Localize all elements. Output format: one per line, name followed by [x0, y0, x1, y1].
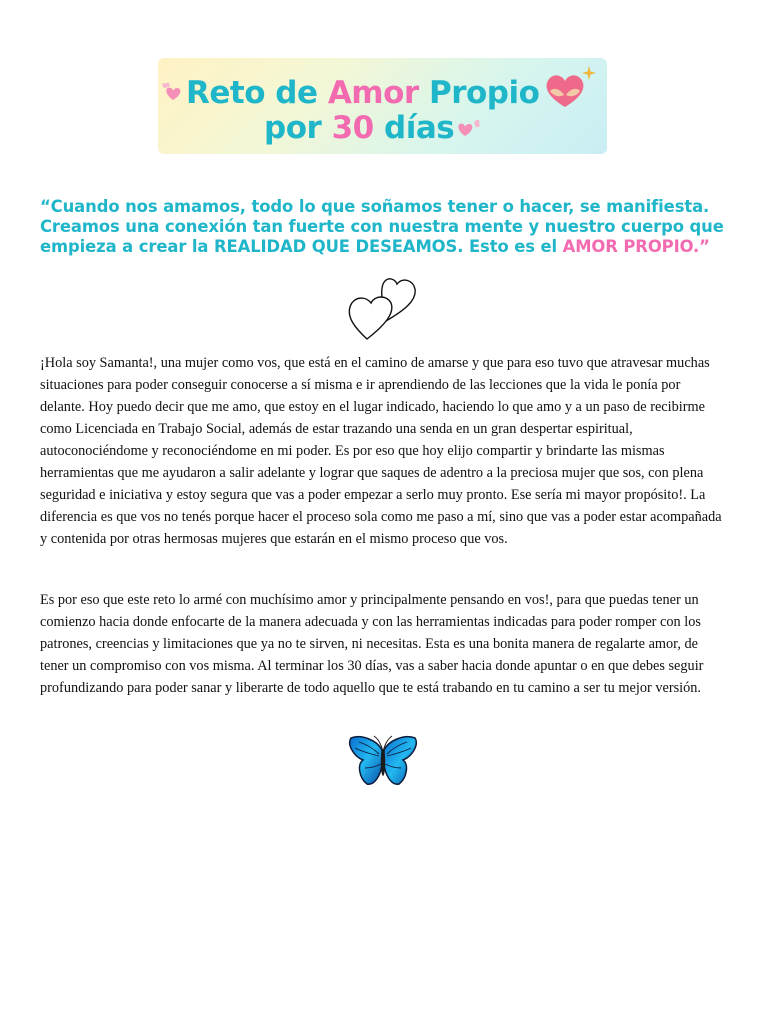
blue-butterfly-icon: [347, 734, 419, 790]
purpose-paragraph: Es por eso que este reto lo armé con muchísimo amor y principalmente pensando en vos!, para que puedas tener un comienzo hacia donde enfocarte de la manera adecuada y con las herramientas indicadas para poder romper con los patrones, creencias y limitaciones que ya no te sirven, ni necesitas. Esta es una bonita manera de regalarte amor, de tener un compromiso con vos misma. Al terminar los 30 días, vas a saber hacia donde apuntar o en que debes seguir profundizando para poder sanar y liberarte de todo aquello que te está trabando en tu camino a ser tu mejor versión.: [40, 592, 704, 696]
title-line-2: por 30 días: [264, 110, 455, 146]
quote-text: “Cuando nos amamos, todo lo que soñamos tener o hacer, se manifiesta. Creamos una conexión tan fuerte con nuestra mente y nuestro cuerpo que empieza a crear la REALIDAD QUE DESEAMOS. Esto es el AMOR PROPIO.”: [40, 197, 724, 256]
double-heart-outline-icon: [345, 275, 421, 341]
winged-heart-icon: [160, 80, 186, 102]
sparkle-icon: [582, 66, 596, 80]
winged-heart-icon: [452, 116, 482, 138]
intro-paragraph: ¡Hola soy Samanta!, una mujer como vos, que está en el camino de amarse y que para eso tuvo que atravesar muchas situaciones para poder conseguir conocerse a sí misma e ir aprendiendo de las lecciones que la vida le ponía por delante. Hoy puedo decir que me amo, que estoy en el lugar indicado, haciendo lo que amo y a un paso de recibirme como Licenciada en Trabajo Social, además de estar trazando una senda en un gran despertar espiritual, autoconociéndome y reconociéndome en mi poder. Es por eso que hoy elijo compartir y brindarte las mismas herramientas que me ayudaron a salir adelante y lograr que saques de adentro a la preciosa mujer que sos, con plena seguridad e iniciativa y estoy segura que vas a poder empezar a serlo muy pronto. Ese sería mi mayor propósito!. La diferencia es que vos no tenés porque hacer el proceso sola como me paso a mí, sino que vas a poder estar acompañada y contenida por otras hermosas mujeres que estarán en el mismo proceso que vos.: [40, 355, 722, 547]
title-line-1: Reto de Amor Propio: [186, 75, 540, 111]
